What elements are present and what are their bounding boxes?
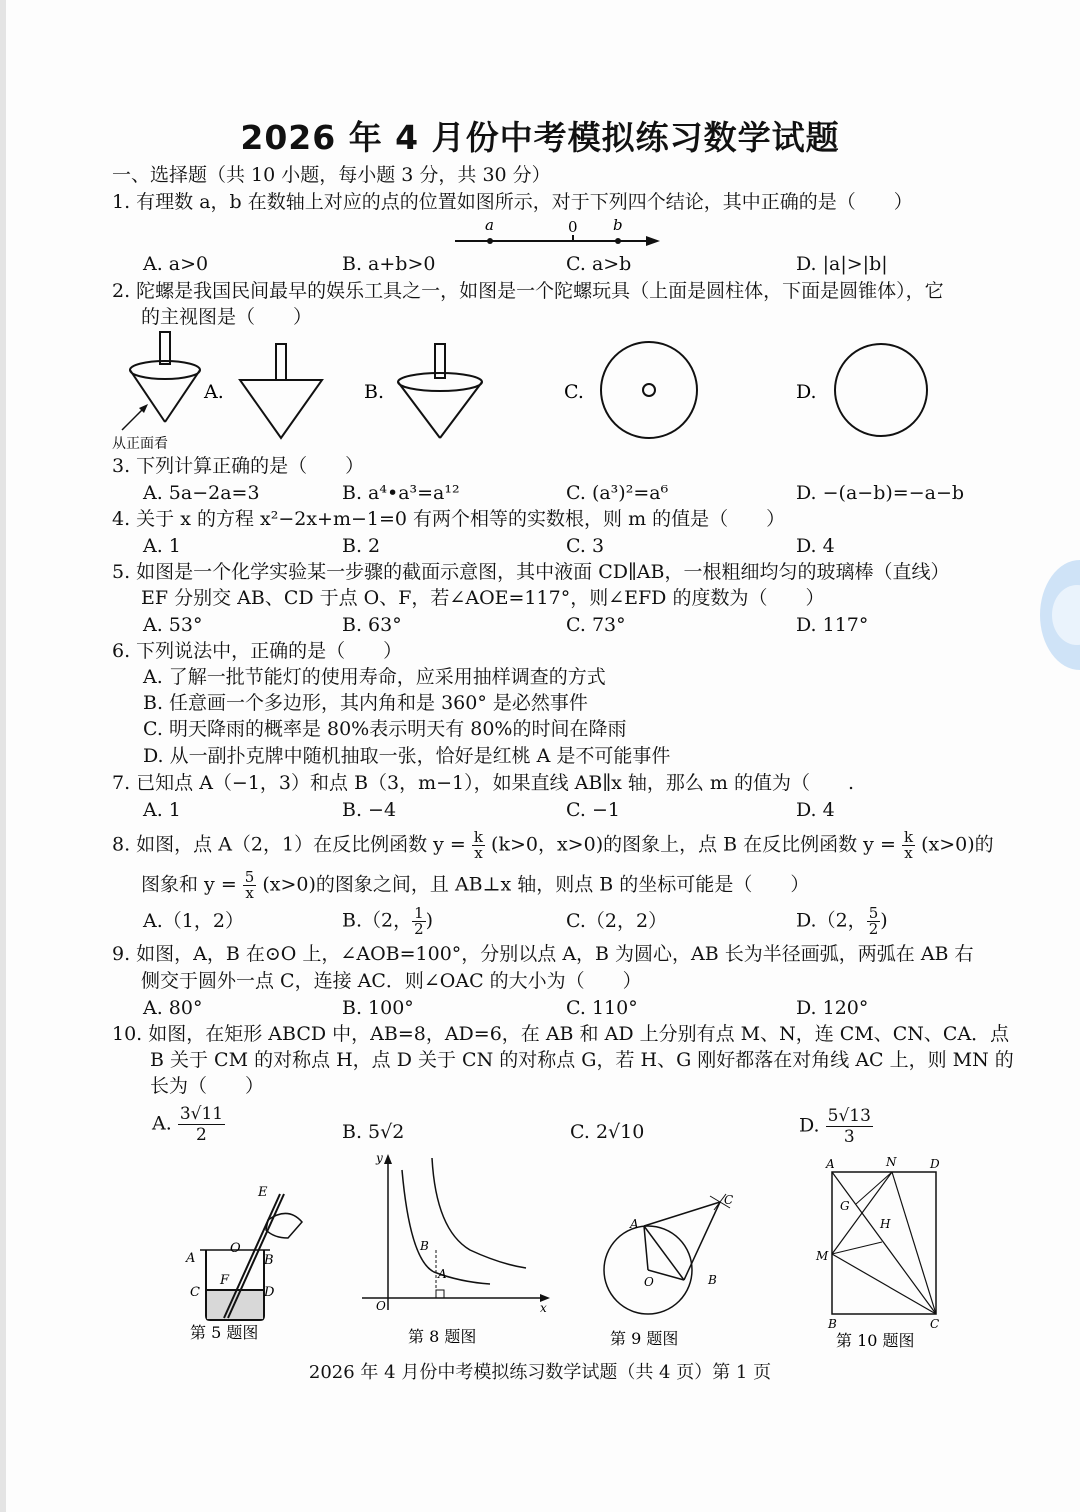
- q2-option-b-figure[interactable]: [398, 344, 482, 438]
- q1-option-d[interactable]: D. |a|>|b|: [796, 253, 888, 275]
- svg-text:B: B: [420, 1239, 429, 1253]
- q9-option-b[interactable]: B. 100°: [342, 997, 414, 1019]
- page-edge: [0, 0, 6, 1512]
- q4-option-b[interactable]: B. 2: [342, 535, 381, 557]
- q9-option-c[interactable]: C. 110°: [566, 997, 638, 1019]
- figure-5: [185, 1185, 302, 1342]
- q1-stem: 1. 有理数 a，b 在数轴上对应的点的位置如图所示，对于下列四个结论，其中正确的是（ ）: [112, 191, 913, 213]
- q10-option-a[interactable]: A. $\frac{3√11}{2}$: [152, 1104, 224, 1145]
- q2-option-a-label[interactable]: A.: [204, 381, 224, 403]
- figure-5-caption: 第 5 题图: [190, 1323, 259, 1342]
- q2-option-d-figure[interactable]: [835, 344, 927, 436]
- q6-option-d[interactable]: D. 从一副扑克牌中随机抽取一张，恰好是红桃 A 是不可能事件: [143, 745, 671, 767]
- axis-label-a: a: [485, 216, 494, 234]
- q8-fraction-k-over-x-2: $\frac{k}{x}$: [903, 828, 914, 862]
- q4-option-d[interactable]: D. 4: [796, 535, 835, 557]
- q10-stem-line2: B 关于 CM 的对称点 H，点 D 关于 CN 的对称点 G，若 H、G 刚好都落在对角线 AC 上，则 MN 的: [150, 1049, 1014, 1071]
- axis-label-0: 0: [568, 218, 578, 236]
- svg-text:F: F: [220, 1273, 230, 1288]
- q3-stem: 3. 下列计算正确的是（ ）: [112, 455, 365, 477]
- figure-9: [604, 1193, 733, 1348]
- q3-option-c[interactable]: C. (a³)²=a⁶: [566, 482, 669, 504]
- q10-stem-line1: 10. 如图，在矩形 ABCD 中，AB=8，AD=6，在 AB 和 AD 上分别有点 M、N，连 CM、CN、CA．点: [112, 1023, 1010, 1045]
- q6-option-a[interactable]: A. 了解一批节能灯的使用寿命，应采用抽样调查的方式: [143, 666, 606, 688]
- q8-option-d[interactable]: D.（2， $\frac{5}{2}$ ): [796, 904, 888, 938]
- svg-text:A: A: [186, 1251, 196, 1266]
- figure-8: [362, 1151, 550, 1346]
- q3-option-b[interactable]: B. a⁴•a³=a¹²: [342, 482, 460, 504]
- svg-text:C: C: [930, 1317, 940, 1331]
- q7-option-b[interactable]: B. −4: [342, 799, 397, 821]
- q2-option-d-label[interactable]: D.: [796, 381, 817, 403]
- q8-stem-part5: (x>0)的图象之间，且 AB⊥x 轴，则点 B 的坐标可能是（ ）: [262, 873, 810, 896]
- q6-stem: 6. 下列说法中，正确的是（ ）: [112, 640, 403, 662]
- svg-text:B: B: [708, 1273, 717, 1287]
- q8-stem-part1: 8. 如图，点 A（2，1）在反比例函数 y =: [112, 833, 466, 856]
- q2-option-c-figure[interactable]: [601, 342, 697, 438]
- q6-option-c[interactable]: C. 明天降雨的概率是 80%表示明天有 80%的时间在降雨: [143, 718, 627, 740]
- q5-stem-line2: EF 分别交 AB、CD 于点 O、F，若∠AOE=117°，则∠EFD 的度数为（ ）: [141, 587, 825, 609]
- q10-stem-line3: 长为（ ）: [150, 1075, 265, 1097]
- q4-option-a[interactable]: A. 1: [143, 535, 181, 557]
- q4-stem: 4. 关于 x 的方程 x²−2x+m−1=0 有两个相等的实数根，则 m 的值是（ ）: [112, 508, 786, 530]
- q2-option-a-figure[interactable]: [240, 344, 322, 438]
- axis-label-b: b: [613, 216, 623, 234]
- q7-stem: 7. 已知点 A（−1，3）和点 B（3，m−1），如果直线 AB∥x 轴，那么 m 的值为（ .: [112, 772, 855, 794]
- svg-text:E: E: [258, 1185, 268, 1200]
- svg-text:O: O: [376, 1299, 386, 1313]
- q5-option-b[interactable]: B. 63°: [342, 614, 402, 636]
- figure-10: [815, 1155, 940, 1350]
- q1-option-a[interactable]: A. a>0: [143, 253, 209, 275]
- q5-option-a[interactable]: A. 53°: [143, 614, 203, 636]
- q5-option-c[interactable]: C. 73°: [566, 614, 626, 636]
- q7-option-d[interactable]: D. 4: [796, 799, 835, 821]
- q5-option-d[interactable]: D. 117°: [796, 614, 869, 636]
- figure-9-caption: 第 9 题图: [610, 1329, 679, 1348]
- q10-option-b[interactable]: B. 5√2: [342, 1121, 405, 1143]
- svg-text:A: A: [630, 1217, 639, 1231]
- svg-text:G: G: [840, 1199, 850, 1213]
- q6-option-b[interactable]: B. 任意画一个多边形，其内角和是 360° 是必然事件: [143, 692, 588, 714]
- svg-text:D: D: [930, 1157, 940, 1171]
- q8-stem-part2: (k>0，x>0)的图象上，点 B 在反比例函数 y =: [491, 833, 896, 856]
- q9-option-a[interactable]: A. 80°: [143, 997, 203, 1019]
- svg-text:C: C: [724, 1193, 734, 1207]
- q8-stem-part4: 图象和 y =: [141, 873, 237, 896]
- svg-text:B: B: [264, 1253, 274, 1268]
- svg-text:y: y: [376, 1151, 383, 1165]
- q9-stem-line1: 9. 如图，A，B 在⊙O 上，∠AOB=100°，分别以点 A，B 为圆心，AB 长为半径画弧，两弧在 AB 右: [112, 943, 974, 965]
- svg-text:C: C: [190, 1285, 200, 1300]
- q5-stem-line1: 5. 如图是一个化学实验某一步骤的截面示意图，其中液面 CD∥AB，一根粗细均匀的玻璃棒（直线）: [112, 561, 950, 583]
- q8-stem-part3: (x>0)的: [921, 833, 994, 856]
- figures-row: [170, 1150, 970, 1355]
- q9-option-d[interactable]: D. 120°: [796, 997, 869, 1019]
- front-view-label: 从正面看: [112, 436, 168, 452]
- q8-option-b[interactable]: B.（2， $\frac{1}{2}$ ): [342, 904, 434, 938]
- svg-text:x: x: [540, 1301, 547, 1315]
- q2-option-c-label[interactable]: C.: [564, 381, 584, 403]
- spinning-top-figure: [112, 332, 200, 452]
- svg-text:D: D: [264, 1285, 275, 1300]
- q2-figures: [108, 326, 1068, 456]
- svg-text:M: M: [816, 1249, 829, 1263]
- q10-option-d[interactable]: D. $\frac{5√13}{3}$: [799, 1106, 871, 1147]
- q1-option-b[interactable]: B. a+b>0: [342, 253, 436, 275]
- svg-text:B: B: [828, 1317, 837, 1331]
- svg-text:A: A: [438, 1267, 447, 1281]
- svg-text:A: A: [826, 1157, 835, 1171]
- q8-stem-line2: [141, 870, 809, 901]
- q7-option-c[interactable]: C. −1: [566, 799, 620, 821]
- q8-option-a[interactable]: A.（1，2）: [143, 910, 244, 932]
- q3-option-d[interactable]: D. −(a−b)=−a−b: [796, 482, 965, 504]
- q4-option-c[interactable]: C. 3: [566, 535, 605, 557]
- page-title: 2026 年 4 月份中考模拟练习数学试题: [240, 118, 840, 157]
- q2-stem-line2: 的主视图是（ ）: [141, 306, 313, 328]
- q10-option-c[interactable]: C. 2√10: [570, 1121, 645, 1143]
- q8-fraction-5-over-x: $\frac{5}{x}$: [244, 868, 255, 902]
- q3-option-a[interactable]: A. 5a−2a=3: [143, 482, 260, 504]
- q9-stem-line2: 侧交于圆外一点 C，连接 AC．则∠OAC 的大小为（ ）: [141, 970, 642, 992]
- q7-option-a[interactable]: A. 1: [143, 799, 181, 821]
- q8-stem-line1: [112, 830, 994, 861]
- section-heading: 一、选择题（共 10 小题，每小题 3 分，共 30 分）: [112, 164, 551, 186]
- page-footer: 2026 年 4 月份中考模拟练习数学试题（共 4 页）第 1 页: [308, 1362, 772, 1383]
- q8-option-c[interactable]: C.（2，2）: [566, 910, 668, 932]
- q2-stem-line1: 2. 陀螺是我国民间最早的娱乐工具之一，如图是一个陀螺玩具（上面是圆柱体，下面是圆锥体），它: [112, 280, 944, 302]
- q2-option-b-label[interactable]: B.: [364, 381, 385, 403]
- svg-text:O: O: [230, 1241, 241, 1256]
- figure-10-caption: 第 10 题图: [836, 1331, 915, 1350]
- q1-option-c[interactable]: C. a>b: [566, 253, 632, 275]
- svg-text:O: O: [644, 1275, 654, 1289]
- svg-text:N: N: [886, 1155, 897, 1169]
- q8-fraction-k-over-x: $\frac{k}{x}$: [473, 828, 483, 862]
- svg-text:H: H: [880, 1217, 891, 1231]
- q1-number-line: [450, 214, 665, 250]
- figure-8-caption: 第 8 题图: [408, 1327, 477, 1346]
